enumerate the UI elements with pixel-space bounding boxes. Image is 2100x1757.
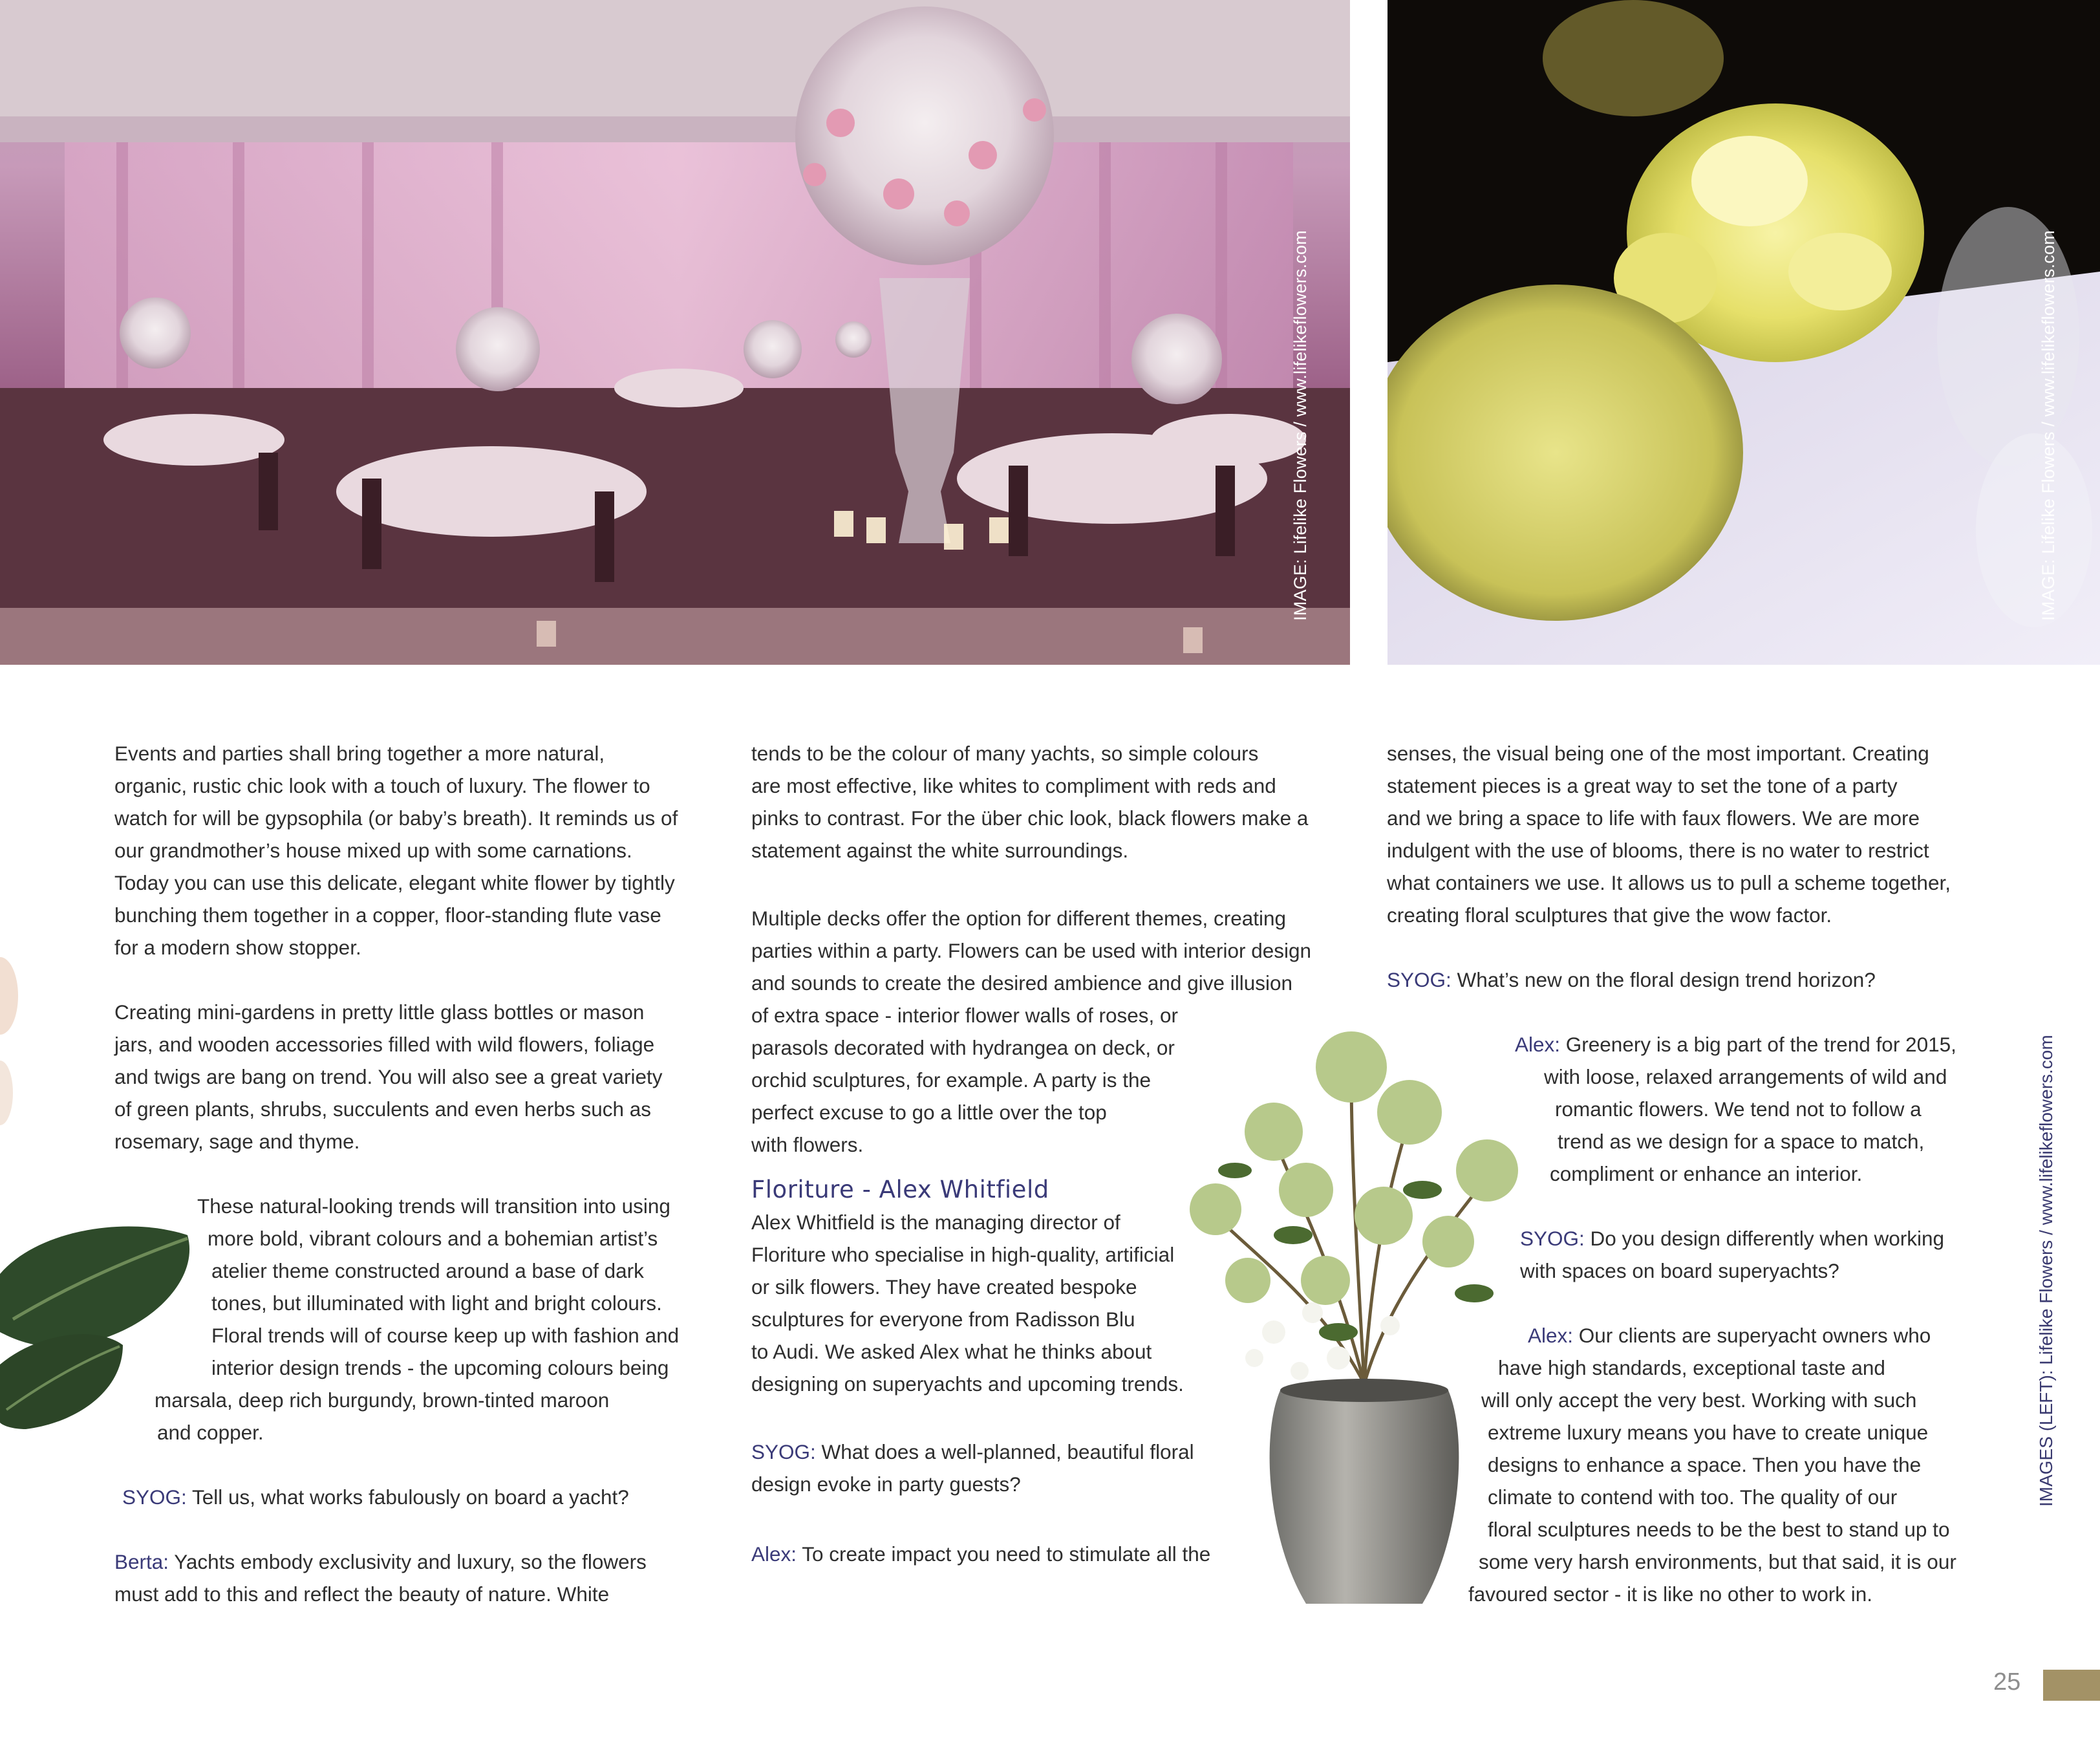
interview-answer — [114, 1546, 679, 1578]
body-line: climate to contend with too. The quality of our — [1488, 1485, 1898, 1509]
body-line: Events and parties shall bring together a more natural, — [114, 742, 605, 765]
text-column-2 — [751, 737, 1311, 1570]
body-line: parties within a party. Flowers can be used with interior design — [751, 939, 1312, 962]
question-text: What does a well-planned, beautiful floral — [815, 1440, 1194, 1463]
body-line: Alex Whitfield is the managing director of — [751, 1211, 1120, 1234]
section-heading: Floriture - Alex Whitfield — [751, 1176, 1049, 1203]
question-text: What’s new on the floral design trend horizon? — [1451, 968, 1876, 991]
text-column-1 — [114, 737, 679, 1610]
body-line: These natural-looking trends will transition into using — [197, 1194, 670, 1218]
body-line: designing on superyachts and upcoming trends. — [751, 1372, 1184, 1396]
body-line: Multiple decks offer the option for different themes, creating — [751, 907, 1287, 930]
body-line: design evoke in party guests? — [751, 1472, 1021, 1496]
answer-text: Our clients are superyacht owners who — [1573, 1324, 1931, 1347]
body-line: Floral trends will of course keep up with fashion and — [211, 1324, 680, 1347]
body-line: Creating mini-gardens in pretty little glass bottles or mason — [114, 1000, 645, 1024]
body-line: and twigs are bang on trend. You will also see a great variety — [114, 1065, 663, 1088]
body-line: compliment or enhance an interior. — [1550, 1162, 1863, 1185]
body-line: interior design trends - the upcoming colours being — [211, 1356, 669, 1379]
body-line: Today you can use this delicate, elegant white flower by tightly — [114, 871, 675, 894]
body-line: to Audi. We asked Alex what he thinks about — [751, 1340, 1152, 1363]
interview-question — [751, 1436, 1311, 1468]
page-number: 25 — [1993, 1668, 2021, 1696]
speaker-label: SYOG: — [751, 1440, 816, 1463]
body-line: perfect excuse to go a little over the top — [751, 1101, 1107, 1124]
body-line: will only accept the very best. Working with such — [1481, 1388, 1917, 1412]
body-line: organic, rustic chic look with a touch of luxury. The flower to — [114, 774, 650, 797]
body-line: of extra space - interior flower walls of roses, or — [751, 1004, 1178, 1027]
interview-answer — [751, 1538, 1311, 1570]
interview-answer — [1528, 1319, 1956, 1352]
photo-caption: IMAGE: Lifelike Flowers / www.lifelikeflowers.com — [2039, 230, 2058, 621]
body-line: sculptures for everyone from Radisson Blu — [751, 1308, 1135, 1331]
body-line: Floriture who specialise in high-quality, artificial — [751, 1243, 1175, 1266]
body-line: romantic flowers. We tend not to follow a — [1555, 1097, 1922, 1121]
body-line: senses, the visual being one of the most important. Creating — [1387, 742, 1929, 765]
body-line: orchid sculptures, for example. A party is the — [751, 1068, 1152, 1092]
body-line: what containers we use. It allows us to pull a scheme together, — [1387, 871, 1951, 894]
side-image-credit: IMAGES (LEFT): Lifelike Flowers / www.lifelikeflowers.com — [2036, 1035, 2056, 1507]
body-line: trend as we design for a space to match, — [1558, 1130, 1925, 1153]
rose-petal-decoration — [0, 925, 26, 1132]
body-line: favoured sector - it is like no other to work in. — [1468, 1582, 1873, 1606]
body-line: some very harsh environments, but that said, it is our — [1479, 1550, 1956, 1573]
body-line: statement against the white surroundings. — [751, 839, 1129, 862]
interview-question — [122, 1481, 679, 1513]
body-line: atelier theme constructed around a base of dark — [211, 1259, 644, 1282]
body-line: our grandmother’s house mixed up with some carnations. — [114, 839, 632, 862]
speaker-label: Alex: — [751, 1542, 797, 1566]
body-line: indulgent with the use of blooms, there is no water to restrict — [1387, 839, 1929, 862]
body-line: designs to enhance a space. Then you have the — [1488, 1453, 1922, 1476]
interview-question — [1520, 1222, 1956, 1255]
body-line: bunching them together in a copper, floor-standing flute vase — [114, 903, 661, 927]
speaker-label: Berta: — [114, 1550, 169, 1573]
body-line: with loose, relaxed arrangements of wild and — [1544, 1065, 1947, 1088]
body-line: tones, but illuminated with light and bright colours. — [211, 1291, 662, 1315]
body-line: parasols decorated with hydrangea on deck, or — [751, 1036, 1175, 1059]
body-line: of green plants, shrubs, succulents and even herbs such as — [114, 1097, 651, 1121]
body-line: tends to be the colour of many yachts, so simple colours — [751, 742, 1259, 765]
answer-text: Greenery is a big part of the trend for 2015, — [1560, 1033, 1956, 1056]
body-line: are most effective, like whites to compliment with reds and — [751, 774, 1276, 797]
body-line: and sounds to create the desired ambience and give illusion — [751, 971, 1293, 995]
body-line: must add to this and reflect the beauty of nature. White — [114, 1582, 610, 1606]
body-line: floral sculptures needs to be the best to stand up to — [1488, 1518, 1950, 1541]
answer-text: Yachts embody exclusivity and luxury, so the flowers — [169, 1550, 647, 1573]
interview-answer — [1515, 1028, 1956, 1061]
speaker-label: SYOG: — [1387, 968, 1452, 991]
speaker-label: SYOG: — [122, 1485, 187, 1509]
speaker-label: SYOG: — [1520, 1227, 1585, 1250]
body-line: for a modern show stopper. — [114, 936, 361, 959]
text-column-3 — [1387, 737, 1956, 1610]
body-line: marsala, deep rich burgundy, brown-tinted maroon — [155, 1388, 610, 1412]
body-line: extreme luxury means you have to create unique — [1488, 1421, 1929, 1444]
body-line: statement pieces is a great way to set the tone of a party — [1387, 774, 1898, 797]
speaker-label: Alex: — [1515, 1033, 1561, 1056]
page-accent-bar — [2043, 1670, 2100, 1701]
body-line: watch for will be gypsophila (or baby’s breath). It reminds us of — [114, 806, 678, 830]
body-line: or silk flowers. They have created bespoke — [751, 1275, 1137, 1299]
question-text: Do you design differently when working — [1584, 1227, 1945, 1250]
body-line: with flowers. — [751, 1133, 864, 1156]
body-line: more bold, vibrant colours and a bohemian artist’s — [208, 1227, 658, 1250]
photo-caption: IMAGE: Lifelike Flowers / www.lifelikeflowers.com — [1291, 230, 1310, 621]
body-line: and we bring a space to life with faux flowers. We are more — [1387, 806, 1920, 830]
body-line: with spaces on board superyachts? — [1520, 1259, 1839, 1282]
yellow-roses-photo — [1388, 0, 2100, 665]
body-line: rosemary, sage and thyme. — [114, 1130, 360, 1153]
speaker-label: Alex: — [1528, 1324, 1574, 1347]
body-line: have high standards, exceptional taste and — [1498, 1356, 1885, 1379]
answer-text: To create impact you need to stimulate all the — [797, 1542, 1211, 1566]
body-line: creating floral sculptures that give the wow factor. — [1387, 903, 1832, 927]
body-line: jars, and wooden accessories filled with wild flowers, foliage — [114, 1033, 655, 1056]
ballroom-photo — [0, 0, 1350, 665]
body-line: and copper. — [157, 1421, 264, 1444]
question-text: Tell us, what works fabulously on board a yacht? — [186, 1485, 629, 1509]
body-line: pinks to contrast. For the über chic look, black flowers make a — [751, 806, 1309, 830]
interview-question — [1387, 964, 1956, 996]
